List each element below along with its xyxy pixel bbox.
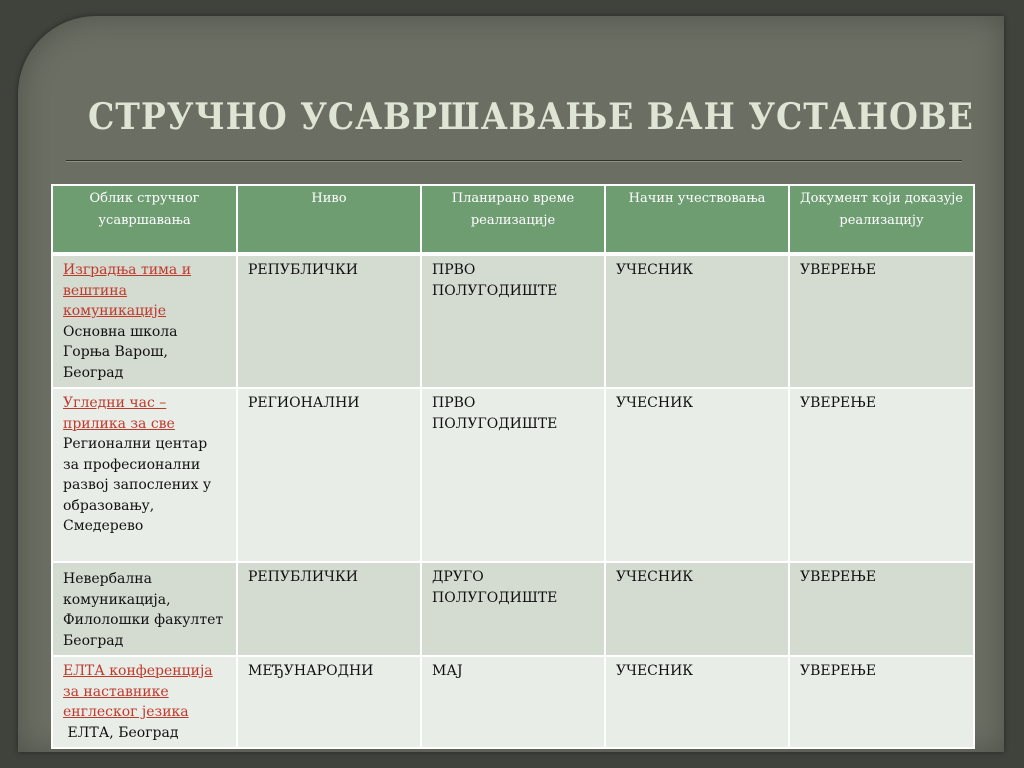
header-time: Планирано време реализације (421, 185, 605, 254)
training-detail: Основна школа Горња Варош, Београд (63, 323, 178, 381)
cell-document: УВЕРЕЊЕ (789, 562, 974, 656)
table-row (52, 656, 974, 748)
cell-form (52, 388, 237, 562)
cell-level: РЕПУБЛИЧКИ (237, 254, 421, 388)
cell-form (52, 254, 237, 388)
cell-level: РЕПУБЛИЧКИ (237, 562, 421, 656)
cell-level: РЕГИОНАЛНИ (237, 388, 421, 562)
training-detail: Регионални центар за професионални развој запослених у образовању, Смедерево (63, 436, 212, 534)
cell-participation: УЧЕСНИК (605, 562, 789, 656)
cell-participation: УЧЕСНИК (605, 388, 789, 562)
table-row (52, 388, 974, 562)
cell-form (52, 562, 237, 656)
training-detail: Невербална комуникација, Филолошки факултет Београд (63, 571, 224, 649)
header-document: Документ који доказује реализацију (789, 185, 974, 254)
slide-title: СТРУЧНО УСАВРШАВАЊЕ ВАН УСТАНОВЕ (88, 96, 974, 138)
cell-form (52, 656, 237, 748)
cell-participation: УЧЕСНИК (605, 656, 789, 748)
table-row (52, 254, 974, 388)
cell-time: ДРУГО ПОЛУГОДИШТЕ (421, 562, 605, 656)
training-table (51, 184, 975, 749)
cell-document: УВЕРЕЊЕ (789, 656, 974, 748)
table-header-row (52, 185, 974, 254)
training-link[interactable]: Изградња тима и вештина комуникације (63, 262, 192, 319)
header-form: Облик стручног усавршавања (52, 185, 237, 254)
cell-level: МЕЂУНАРОДНИ (237, 656, 421, 748)
training-link[interactable]: ЕЛТА конференција за наставнике енглеског језика (63, 663, 213, 720)
cell-document: УВЕРЕЊЕ (789, 388, 974, 562)
header-level: Ниво (237, 185, 421, 254)
training-detail: ЕЛТА, Београд (63, 724, 179, 741)
cell-participation: УЧЕСНИК (605, 254, 789, 388)
header-participation: Начин учествовања (605, 185, 789, 254)
title-divider (66, 160, 962, 162)
cell-document: УВЕРЕЊЕ (789, 254, 974, 388)
cell-time: МАЈ (421, 656, 605, 748)
table-row (52, 562, 974, 656)
cell-time: ПРВО ПОЛУГОДИШТЕ (421, 254, 605, 388)
training-link[interactable]: Угледни час – прилика за све (63, 395, 175, 432)
cell-time: ПРВО ПОЛУГОДИШТЕ (421, 388, 605, 562)
